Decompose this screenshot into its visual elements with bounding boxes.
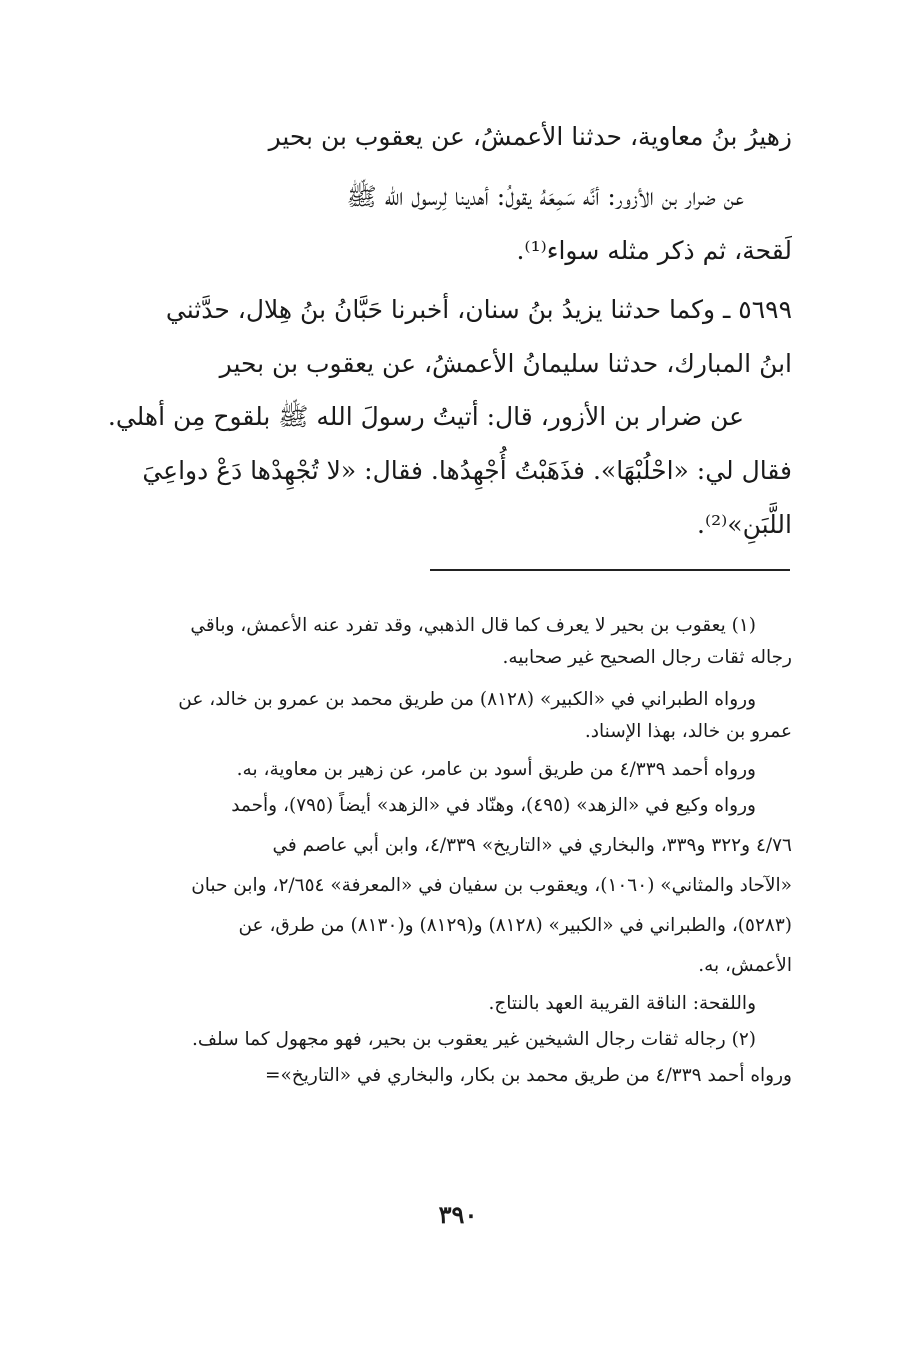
footnote-line: ٤/٧٦ و٣٢٢ و٣٣٩، والبخاري في «التاريخ» ٤/٣٣٩، وابن أبي عاصم في: [272, 835, 792, 856]
footnote-line: الأعمش، به.: [698, 955, 792, 976]
footnote-line: رجاله ثقات رجال الصحيح غير صحابيه.: [502, 647, 792, 668]
main-line: عن ضرار بن الأزور: أنَّه سَمِعَهُ يقولُ: أهدينا لِرسول الله ﷺ: [346, 182, 744, 211]
main-line: لَقحة، ثم ذكر مثله سواء⁽¹⁾.: [516, 236, 792, 265]
footnote-line: ورواه أحمد ٤/٣٣٩ من طريق أسود بن عامر، عن زهير بن معاوية، به.: [236, 759, 756, 780]
main-line: اللَّبَنِ»⁽²⁾.: [697, 510, 792, 539]
main-line: فقال لي: «احْلُبْهَا». فذَهَبْتُ أُجْهِدُها. فقال: «لا تُجْهِدْها دَعْ دواعِيَ: [142, 456, 792, 485]
footnote-separator: [430, 569, 790, 571]
main-line: زهيرُ بنُ معاوية، حدثنا الأعمشُ، عن يعقوب بن بحير: [268, 122, 792, 151]
page-number: ٣٩٠: [438, 1200, 478, 1229]
main-line: عن ضرار بن الأزور، قال: أتيتُ رسولَ الله ﷺ بلقوح مِن أهلي.: [107, 402, 744, 431]
main-paragraph-4: [78, 390, 792, 552]
footnote-line: (٢) رجاله ثقات رجال الشيخين غير يعقوب بن بحير، فهو مجهول كما سلف.: [191, 1029, 756, 1050]
main-paragraph-1: [78, 110, 792, 164]
footnote-line: ورواه وكيع في «الزهد» (٤٩٥)، وهنّاد في «الزهد» أيضاً (٧٩٥)، وأحمد: [231, 795, 756, 816]
main-paragraph-2: [78, 170, 792, 278]
footnote-line: (٥٢٨٣)، والطبراني في «الكبير» (٨١٢٨) و(٨١٢٩) و(٨١٣٠) من طرق، عن: [238, 915, 792, 936]
footnote-line: عمرو بن خالد، بهذا الإسناد.: [584, 721, 792, 742]
main-paragraph-3: [78, 283, 792, 391]
footnote-line: واللقحة: الناقة القريبة العهد بالنتاج.: [488, 993, 756, 1014]
footnote-line: ورواه الطبراني في «الكبير» (٨١٢٨) من طريق محمد بن عمرو بن خالد، عن: [178, 689, 756, 710]
footnote-line: ورواه أحمد ٤/٣٣٩ من طريق محمد بن بكار، والبخاري في «التاريخ»=: [264, 1065, 792, 1086]
main-line: ابنُ المبارك، حدثنا سليمانُ الأعمشُ، عن يعقوب بن بحير: [219, 349, 792, 378]
footnote-line: «الآحاد والمثاني» (١٠٦٠)، ويعقوب بن سفيان في «المعرفة» ٢/٦٥٤، وابن حبان: [191, 875, 792, 896]
main-line: ٥٦٩٩ ـ وكما حدثنا يزيدُ بنُ سنان، أخبرنا حَبَّانُ بنُ هِلال، حدَّثني: [165, 295, 792, 324]
footnote-line: (١) يعقوب بن بحير لا يعرف كما قال الذهبي، وقد تفرد عنه الأعمش، وباقي: [190, 615, 756, 636]
footnotes: [88, 610, 792, 1094]
